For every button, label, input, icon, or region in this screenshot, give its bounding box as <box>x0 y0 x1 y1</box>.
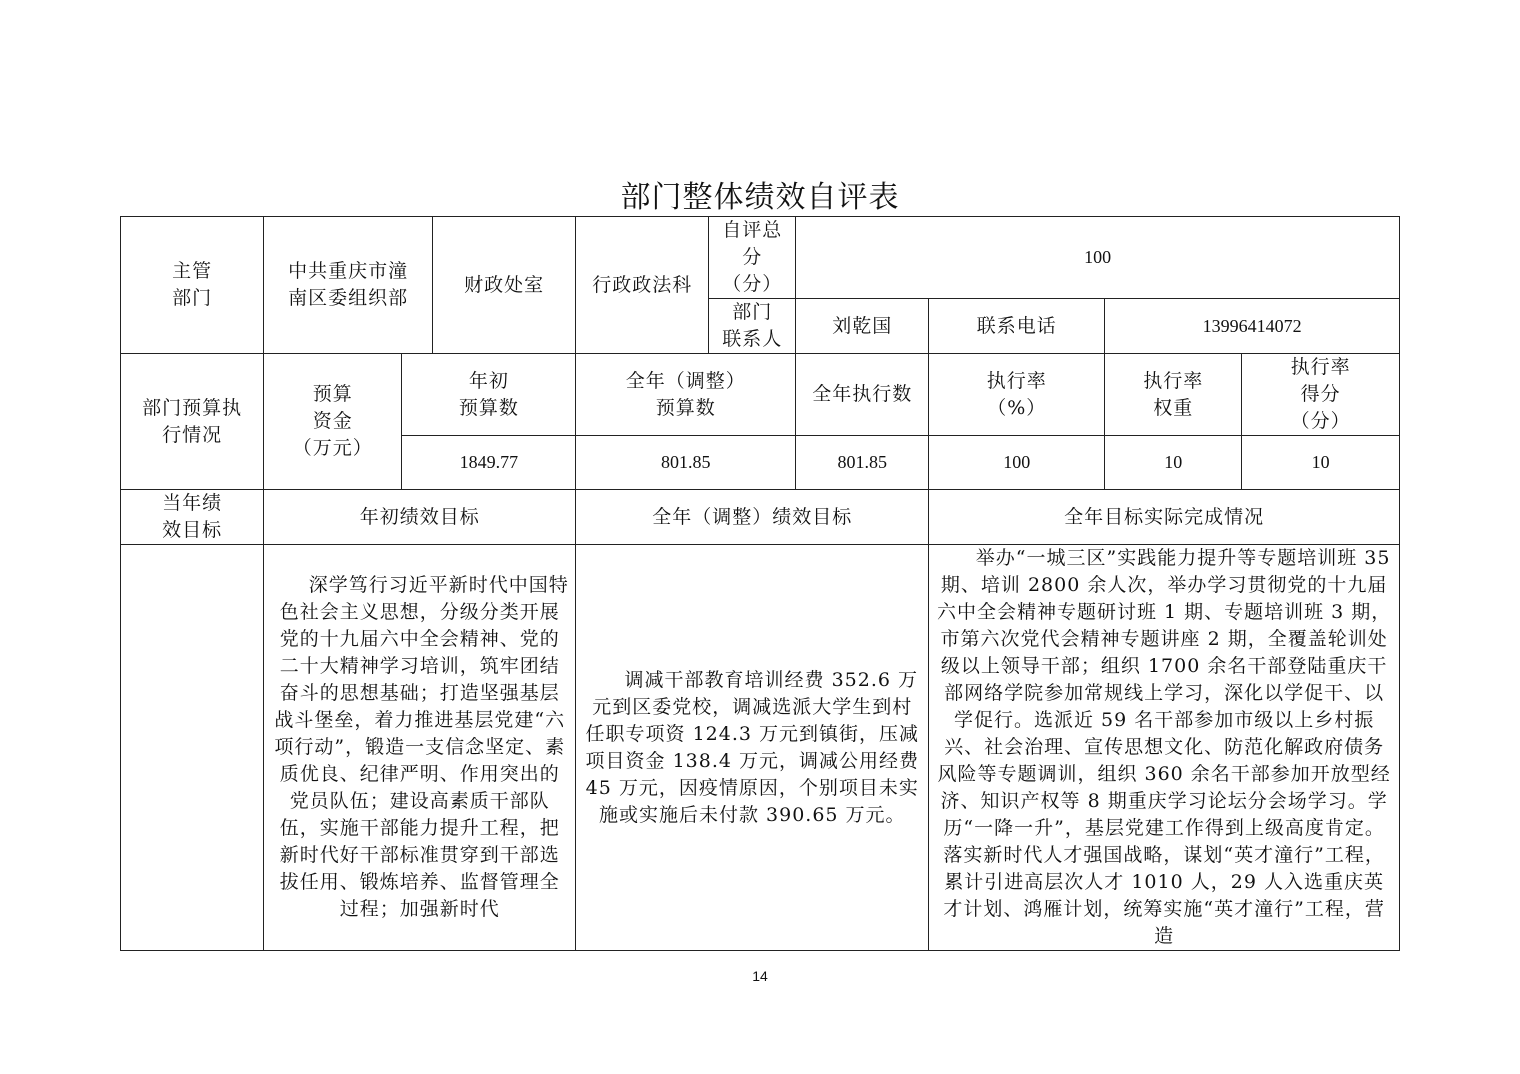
col-exec-rate: 执行率 （%） <box>929 354 1105 436</box>
col-adjusted-budget: 全年（调整） 预算数 <box>576 354 796 436</box>
score-value: 100 <box>796 217 1400 299</box>
value-adjusted-budget: 801.85 <box>576 436 796 490</box>
col-executed: 全年执行数 <box>796 354 929 436</box>
score-label: 自评总分 （分） <box>709 217 796 299</box>
value-exec-score: 10 <box>1242 436 1400 490</box>
adjusted-goal-paragraph: 调减干部教育培训经费 352.6 万元到区委党校，调减选派大学生到村任职专项资 124.3 万元到镇街，压减项目资金 138.4 万元，调减公用经费 45 万元，因疫情原因，个别项目未实施或实施后未付款 390.65 万元。 <box>585 668 920 826</box>
actual-completion-paragraph: 举办“一城三区”实践能力提升等专题培训班 35 期、培训 2800 余人次，举办学习贯彻党的十九届六中全会精神专题研讨班 1 期、专题培训班 3 期，市第六次党代会精神专题讲座 2 期，全覆盖轮训处级以上领导干部；组织 1700 余名干部登陆重庆干部网络学院参加常规线上学习，深化以学促干、以学促行。选派近 59 名干部参加市级以上乡村振兴、社会治理、宣传思想文化、防范化解政府债务风险等专题调训，组织 360 余名干部参加开放型经济、知识产权等 8 期重庆学习论坛分会场学习。学历“一降一升”，基层党建工作得到上级高度肯定。落实新时代人才强国战略，谋划“英才潼行”工程，累计引进高层次人才 1010 人，29 人入选重庆英才计划、鸿雁计划，统筹实施“英才潼行”工程，营造 <box>936 547 1392 947</box>
finance-office-label: 财政处室 <box>433 217 576 354</box>
col-exec-weight: 执行率 权重 <box>1105 354 1242 436</box>
phone-value: 13996414072 <box>1105 299 1400 354</box>
actual-completion-text <box>929 545 1400 951</box>
initial-goal-paragraph: 深学笃行习近平新时代中国特色社会主义思想，分级分类开展党的十九届六中全会精神、党的二十大精神学习培训，筑牢团结奋斗的思想基础；打造坚强基层战斗堡垒，着力推进基层党建“六项行动”，锻造一支信念坚定、素质优良、纪律严明、作用突出的党员队伍；建设高素质干部队伍，实施干部能力提升工程，把新时代好干部标准贯穿到干部选拔任用、锻炼培养、监督管理全过程；加强新时代 <box>274 574 569 920</box>
dept-label: 主管 部门 <box>121 217 264 354</box>
adjusted-goal-text <box>576 545 929 951</box>
col-exec-score: 执行率 得分 （分） <box>1242 354 1400 436</box>
phone-label: 联系电话 <box>929 299 1105 354</box>
col-initial-goal: 年初绩效目标 <box>264 490 576 545</box>
goals-empty-cell <box>121 545 264 951</box>
contact-name: 刘乾国 <box>796 299 929 354</box>
dept-name: 中共重庆市潼 南区委组织部 <box>264 217 433 354</box>
finance-office-value: 行政政法科 <box>576 217 709 354</box>
value-exec-rate: 100 <box>929 436 1105 490</box>
value-exec-weight: 10 <box>1105 436 1242 490</box>
initial-goal-text <box>264 545 576 951</box>
value-executed: 801.85 <box>796 436 929 490</box>
budget-section-label: 部门预算执 行情况 <box>121 354 264 490</box>
contact-label: 部门 联系人 <box>709 299 796 354</box>
goals-section-label: 当年绩 效目标 <box>121 490 264 545</box>
page-title: 部门整体绩效自评表 <box>620 180 900 215</box>
col-adjusted-goal: 全年（调整）绩效目标 <box>576 490 929 545</box>
fund-label: 预算 资金 （万元） <box>264 354 402 490</box>
value-initial-budget: 1849.77 <box>402 436 576 490</box>
page-number: 14 <box>752 968 768 984</box>
col-actual-completion: 全年目标实际完成情况 <box>929 490 1400 545</box>
col-initial-budget: 年初 预算数 <box>402 354 576 436</box>
performance-table <box>120 216 1400 951</box>
